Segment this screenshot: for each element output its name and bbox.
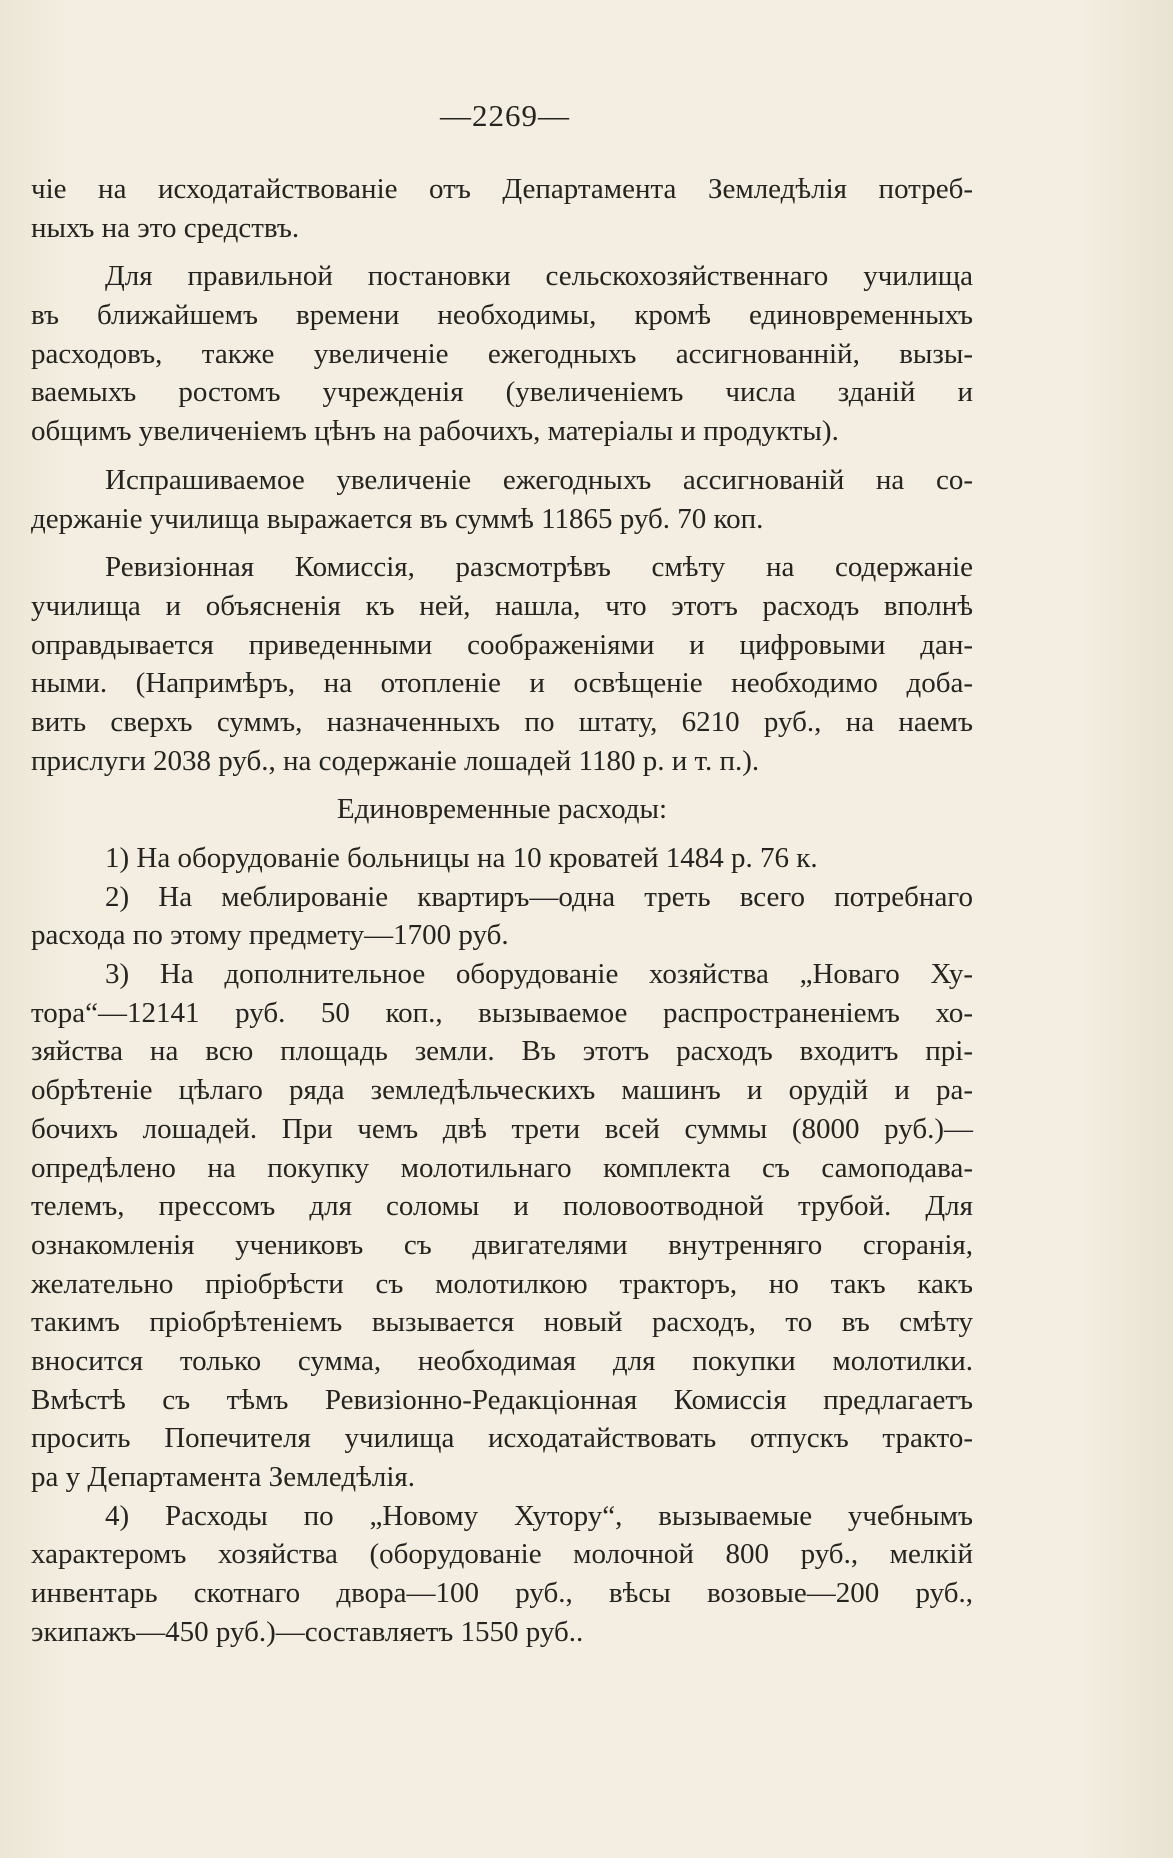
text-line: расхода по этому предмету—1700 руб. bbox=[31, 919, 509, 952]
text-line: оправдывается приведенными соображеніями и цифровыми дан- bbox=[31, 628, 973, 661]
list-item bbox=[31, 839, 973, 878]
text-line: ныхъ на это средствъ. bbox=[31, 211, 300, 244]
text-line: желательно пріобрѣсти съ молотилкою тракторъ, но такъ какъ bbox=[31, 1267, 973, 1300]
section-heading: Единовременные расходы: bbox=[336, 793, 668, 826]
text-line: Для правильной постановки сельскохозяйственнаго училища bbox=[105, 260, 973, 293]
text-line: экипажъ—450 руб.)—составляетъ 1550 руб.. bbox=[31, 1615, 584, 1648]
text-line: инвентарь скотнаго двора—100 руб., вѣсы возовые—200 руб., bbox=[31, 1577, 973, 1610]
text-line: ознакомленія учениковъ съ двигателями внутренняго сгоранія, bbox=[31, 1228, 973, 1261]
page-number: —2269— bbox=[440, 98, 570, 133]
text-line: Испрашиваемое увеличеніе ежегодныхъ ассигнованій на со- bbox=[105, 463, 973, 496]
text-line: ра у Департамента Земледѣлія. bbox=[31, 1461, 416, 1493]
list-item bbox=[31, 1497, 973, 1652]
text-line: расходовъ, также увеличеніе ежегодныхъ ассигнованній, вызы- bbox=[31, 337, 973, 370]
text-line: 1) На оборудованіе больницы на 10 кроватей 1484 р. 76 к. bbox=[105, 842, 818, 874]
text-line: въ ближайшемъ времени необходимы, кромѣ единовременныхъ bbox=[31, 299, 973, 332]
text-line: бочихъ лошадей. При чемъ двѣ трети всей суммы (8000 руб.)— bbox=[31, 1112, 973, 1145]
text-line: общимъ увеличеніемъ цѣнъ на рабочихъ, матеріалы и продукты). bbox=[31, 415, 839, 448]
text-line: 2) На меблированіе квартиръ—одна треть всего потребнаго bbox=[105, 880, 973, 913]
text-line: держаніе училища выражается въ суммѣ 11865 руб. 70 коп. bbox=[31, 502, 764, 535]
text-line: телемъ, прессомъ для соломы и половоотводной трубой. Для bbox=[31, 1190, 973, 1223]
paragraph bbox=[31, 257, 973, 450]
paragraph bbox=[31, 461, 973, 538]
text-line: тора“—12141 руб. 50 коп., вызываемое распространеніемъ хо- bbox=[31, 996, 973, 1029]
paragraph bbox=[31, 170, 973, 247]
list-item bbox=[31, 878, 973, 955]
text-line: Ревизіонная Комиссія, разсмотрѣвъ смѣту на содержаніе bbox=[105, 551, 973, 584]
text-line: просить Попечителя училища исходатайствовать отпускъ тракто- bbox=[31, 1422, 973, 1455]
text-line: 3) На дополнительное оборудованіе хозяйства „Новаго Ху- bbox=[105, 958, 973, 991]
text-line: ваемыхъ ростомъ учрежденія (увеличеніемъ числа зданій и bbox=[31, 376, 973, 409]
body-text bbox=[31, 170, 973, 1651]
text-line: обрѣтеніе цѣлаго ряда земледѣльческихъ машинъ и орудій и ра- bbox=[31, 1074, 973, 1107]
text-line: характеромъ хозяйства (оборудованіе молочной 800 руб., мелкій bbox=[31, 1538, 973, 1571]
text-line: опредѣлено на покупку молотильнаго комплекта съ самоподава- bbox=[31, 1151, 973, 1184]
text-line: 4) Расходы по „Новому Хутору“, вызываемые учебнымъ bbox=[105, 1499, 973, 1532]
text-line: чіе на исходатайствованіе отъ Департамента Земледѣлія потреб- bbox=[31, 173, 973, 205]
text-line: такимъ пріобрѣтеніемъ вызывается новый расходъ, то въ смѣту bbox=[31, 1306, 973, 1339]
list-item bbox=[31, 955, 973, 1497]
text-line: вить сверхъ суммъ, назначенныхъ по штату, 6210 руб., на наемъ bbox=[31, 705, 973, 738]
text-line: училища и объясненія къ ней, нашла, что этотъ расходъ вполнѣ bbox=[31, 589, 973, 622]
text-line: вносится только сумма, необходимая для покупки молотилки. bbox=[31, 1344, 973, 1377]
text-line: зяйства на всю площадь земли. Въ этотъ расходъ входитъ прі- bbox=[31, 1035, 973, 1068]
paragraph bbox=[31, 548, 973, 780]
text-line: Вмѣстѣ съ тѣмъ Ревизіонно-Редакціонная Комиссія предлагаетъ bbox=[31, 1383, 973, 1416]
text-line: прислуги 2038 руб., на содержаніе лошадей 1180 р. и т. п.). bbox=[31, 744, 760, 777]
text-line: ными. (Напримѣръ, на отопленіе и освѣщеніе необходимо доба- bbox=[31, 667, 973, 700]
